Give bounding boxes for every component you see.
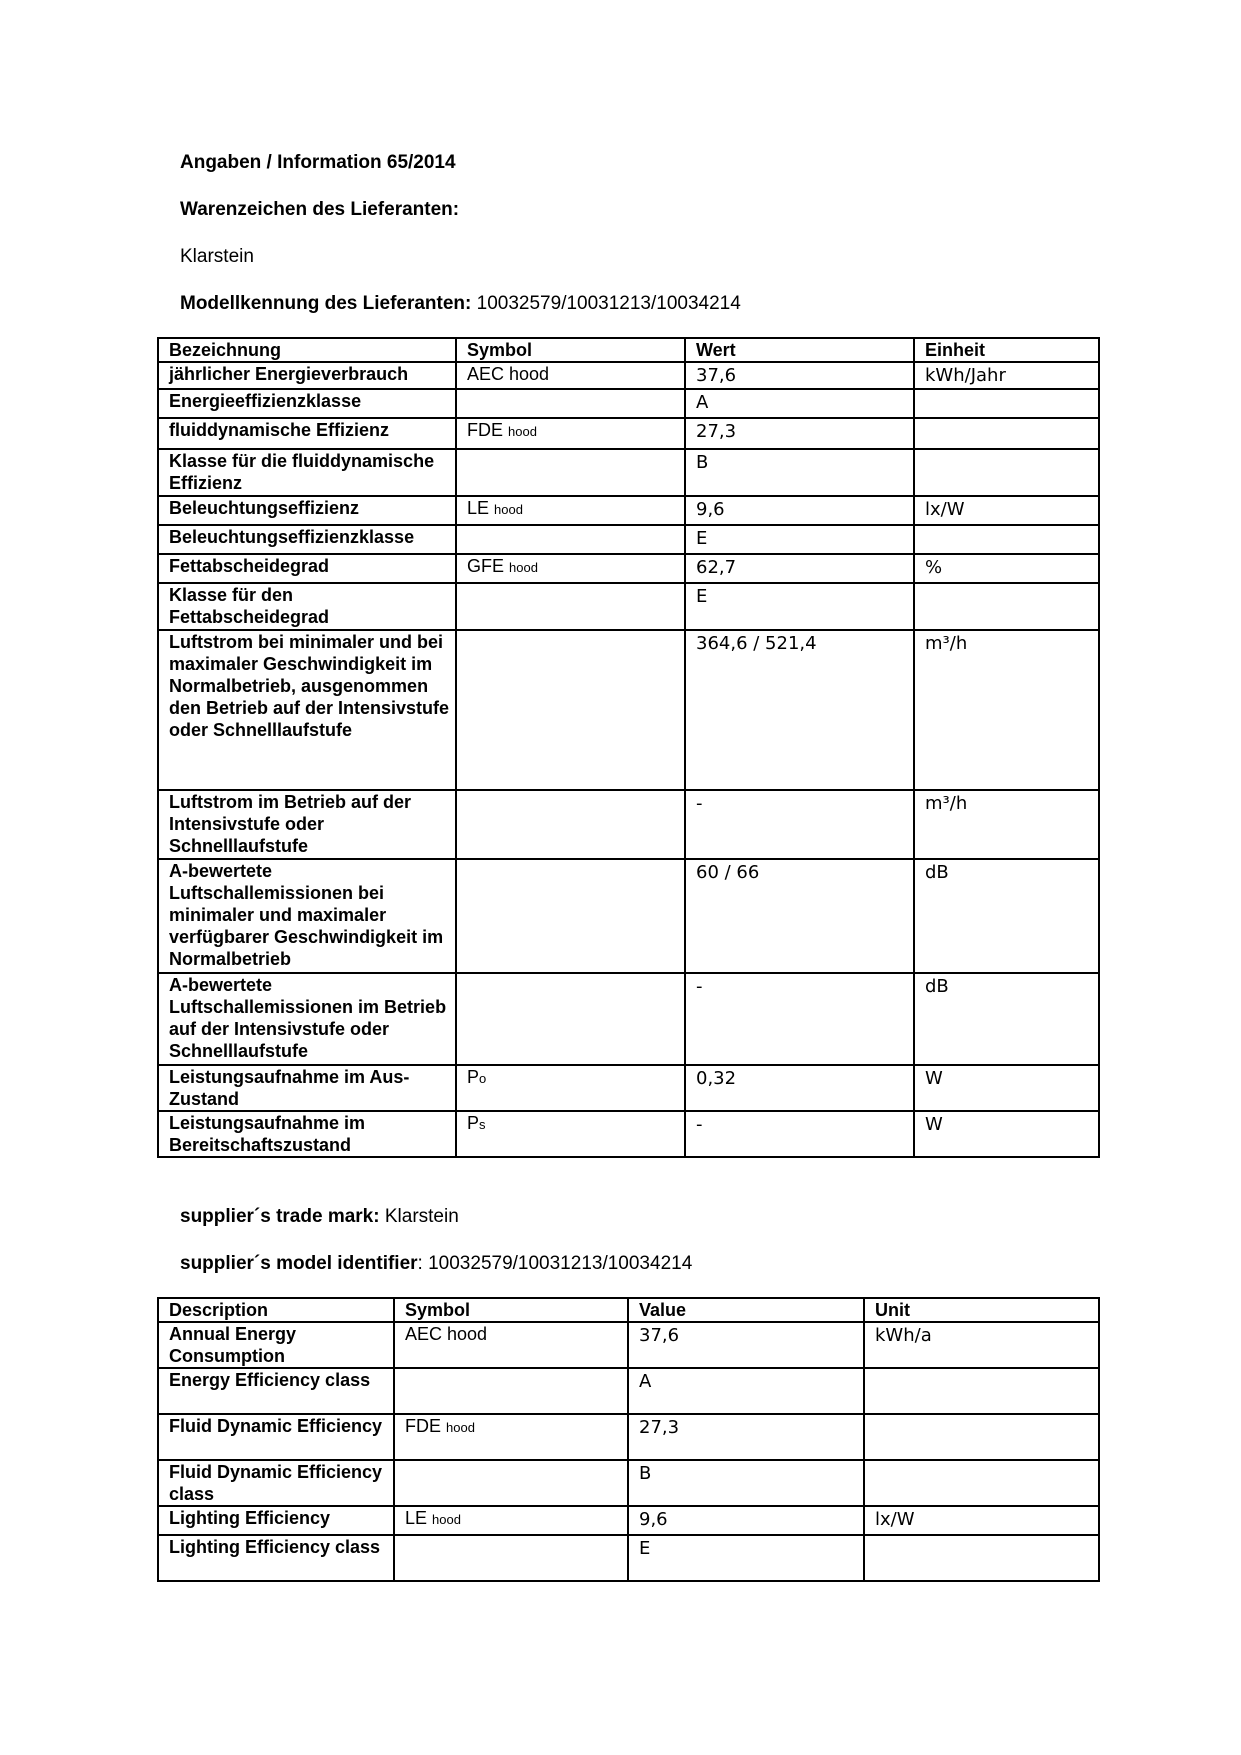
row-value: 0,32 xyxy=(685,1065,914,1111)
row-unit xyxy=(864,1368,1099,1414)
row-label: Luftstrom im Betrieb auf der Intensivstufe oder Schnelllaufstufe xyxy=(158,790,456,859)
row-label: Annual Energy Consumption xyxy=(158,1322,394,1368)
row-unit: kWh/Jahr xyxy=(914,362,1099,389)
row-symbol xyxy=(456,525,685,554)
table-row xyxy=(158,1535,1099,1581)
document-heading: Angaben / Information 65/2014 xyxy=(180,152,456,173)
row-symbol: GFE hood xyxy=(456,554,685,583)
table-row xyxy=(158,1368,1099,1414)
row-symbol xyxy=(394,1368,628,1414)
row-value: - xyxy=(685,790,914,859)
row-label: fluiddynamische Effizienz xyxy=(158,418,456,449)
row-value: A xyxy=(628,1368,864,1414)
table-row xyxy=(158,418,1099,449)
row-value: B xyxy=(685,449,914,496)
row-label: Fluid Dynamic Efficiency class xyxy=(158,1460,394,1506)
row-label: Luftstrom bei minimaler und bei maximaler Geschwindigkeit im Normalbetrieb, ausgenommen den Betrieb auf der Intensivstufe oder Schnelllaufstufe xyxy=(158,630,456,790)
row-unit xyxy=(864,1414,1099,1460)
row-label: Klasse für die fluiddynamische Effizienz xyxy=(158,449,456,496)
row-symbol xyxy=(456,790,685,859)
row-symbol xyxy=(456,449,685,496)
row-unit xyxy=(914,389,1099,418)
row-value: - xyxy=(685,973,914,1065)
row-symbol: AEC hood xyxy=(456,362,685,389)
row-unit: W xyxy=(914,1111,1099,1157)
table-row xyxy=(158,389,1099,418)
row-unit: % xyxy=(914,554,1099,583)
column-header-unit: Einheit xyxy=(914,338,1099,362)
row-value: A xyxy=(685,389,914,418)
column-header-symbol: Symbol xyxy=(456,338,685,362)
trademark-label-en: supplier´s trade mark: xyxy=(180,1206,380,1227)
row-symbol xyxy=(456,583,685,630)
row-value: 9,6 xyxy=(628,1506,864,1535)
row-label: A-bewertete Luftschallemissionen bei minimaler und maximaler verfügbarer Geschwindigkeit im Normalbetrieb xyxy=(158,859,456,973)
row-label: Fettabscheidegrad xyxy=(158,554,456,583)
model-identifier-en xyxy=(180,1253,692,1275)
row-label: jährlicher Energieverbrauch xyxy=(158,362,456,389)
spec-table-de xyxy=(157,337,1100,1158)
row-label: Klasse für den Fettabscheidegrad xyxy=(158,583,456,630)
row-value: 27,3 xyxy=(628,1414,864,1460)
trademark-value-en: Klarstein xyxy=(379,1206,459,1227)
row-label: Fluid Dynamic Efficiency xyxy=(158,1414,394,1460)
row-value: - xyxy=(685,1111,914,1157)
table-row xyxy=(158,630,1099,790)
row-unit: dB xyxy=(914,859,1099,973)
row-symbol: FDE hood xyxy=(394,1414,628,1460)
row-label: Energy Efficiency class xyxy=(158,1368,394,1414)
table-row xyxy=(158,1460,1099,1506)
row-unit: m³/h xyxy=(914,790,1099,859)
row-unit: m³/h xyxy=(914,630,1099,790)
row-unit xyxy=(864,1460,1099,1506)
table-row xyxy=(158,496,1099,525)
row-symbol: Ps xyxy=(456,1111,685,1157)
row-symbol: FDE hood xyxy=(456,418,685,449)
trademark-en xyxy=(180,1206,459,1228)
row-label: Lighting Efficiency class xyxy=(158,1535,394,1581)
table-row xyxy=(158,449,1099,496)
row-symbol xyxy=(456,389,685,418)
row-value: 37,6 xyxy=(628,1322,864,1368)
table-row xyxy=(158,1065,1099,1111)
row-unit xyxy=(914,525,1099,554)
row-value: 9,6 xyxy=(685,496,914,525)
row-symbol: LE hood xyxy=(394,1506,628,1535)
row-unit xyxy=(914,418,1099,449)
table-row xyxy=(158,973,1099,1065)
table-row xyxy=(158,1322,1099,1368)
row-symbol xyxy=(394,1460,628,1506)
table-row xyxy=(158,1414,1099,1460)
model-label-en: supplier´s model identifier xyxy=(180,1253,418,1274)
row-symbol: AEC hood xyxy=(394,1322,628,1368)
row-value: E xyxy=(685,583,914,630)
row-symbol: Po xyxy=(456,1065,685,1111)
row-unit: lx/W xyxy=(914,496,1099,525)
row-label: Lighting Efficiency xyxy=(158,1506,394,1535)
column-header-value: Wert xyxy=(685,338,914,362)
table-row xyxy=(158,362,1099,389)
row-label: Beleuchtungseffizienz xyxy=(158,496,456,525)
row-label: Leistungsaufnahme im Bereitschaftszustand xyxy=(158,1111,456,1157)
column-header-symbol: Symbol xyxy=(394,1298,628,1322)
column-header-value: Value xyxy=(628,1298,864,1322)
row-value: 364,6 / 521,4 xyxy=(685,630,914,790)
model-identifier-de xyxy=(180,293,741,315)
row-unit: W xyxy=(914,1065,1099,1111)
row-label: Leistungsaufnahme im Aus-Zustand xyxy=(158,1065,456,1111)
table-row xyxy=(158,1506,1099,1535)
row-unit: kWh/a xyxy=(864,1322,1099,1368)
row-unit xyxy=(914,449,1099,496)
row-value: 62,7 xyxy=(685,554,914,583)
row-symbol xyxy=(456,630,685,790)
table-row xyxy=(158,790,1099,859)
row-value: 60 / 66 xyxy=(685,859,914,973)
row-symbol xyxy=(394,1535,628,1581)
table-row xyxy=(158,583,1099,630)
row-value: E xyxy=(685,525,914,554)
table-header-row xyxy=(158,338,1099,362)
row-label: Energieeffizienzklasse xyxy=(158,389,456,418)
spec-table-en xyxy=(157,1297,1100,1582)
row-unit: lx/W xyxy=(864,1506,1099,1535)
row-value: 37,6 xyxy=(685,362,914,389)
column-header-label: Bezeichnung xyxy=(158,338,456,362)
row-label: A-bewertete Luftschallemissionen im Betrieb auf der Intensivstufe oder Schnelllaufstufe xyxy=(158,973,456,1065)
row-value: B xyxy=(628,1460,864,1506)
row-unit xyxy=(864,1535,1099,1581)
trademark-label-de: Warenzeichen des Lieferanten: xyxy=(180,199,460,220)
row-label: Beleuchtungseffizienzklasse xyxy=(158,525,456,554)
row-unit: dB xyxy=(914,973,1099,1065)
row-symbol xyxy=(456,973,685,1065)
trademark-value-de: Klarstein xyxy=(180,246,254,267)
row-value: 27,3 xyxy=(685,418,914,449)
model-value-de: 10032579/10031213/10034214 xyxy=(471,293,741,314)
column-header-description: Description xyxy=(158,1298,394,1322)
row-unit xyxy=(914,583,1099,630)
table-row xyxy=(158,1111,1099,1157)
model-value-en: : 10032579/10031213/10034214 xyxy=(417,1253,693,1274)
row-value: E xyxy=(628,1535,864,1581)
table-row xyxy=(158,554,1099,583)
table-header-row xyxy=(158,1298,1099,1322)
column-header-unit: Unit xyxy=(864,1298,1099,1322)
row-symbol xyxy=(456,859,685,973)
table-row xyxy=(158,525,1099,554)
table-row xyxy=(158,859,1099,973)
model-label-de: Modellkennung des Lieferanten: xyxy=(180,293,472,314)
row-symbol: LE hood xyxy=(456,496,685,525)
